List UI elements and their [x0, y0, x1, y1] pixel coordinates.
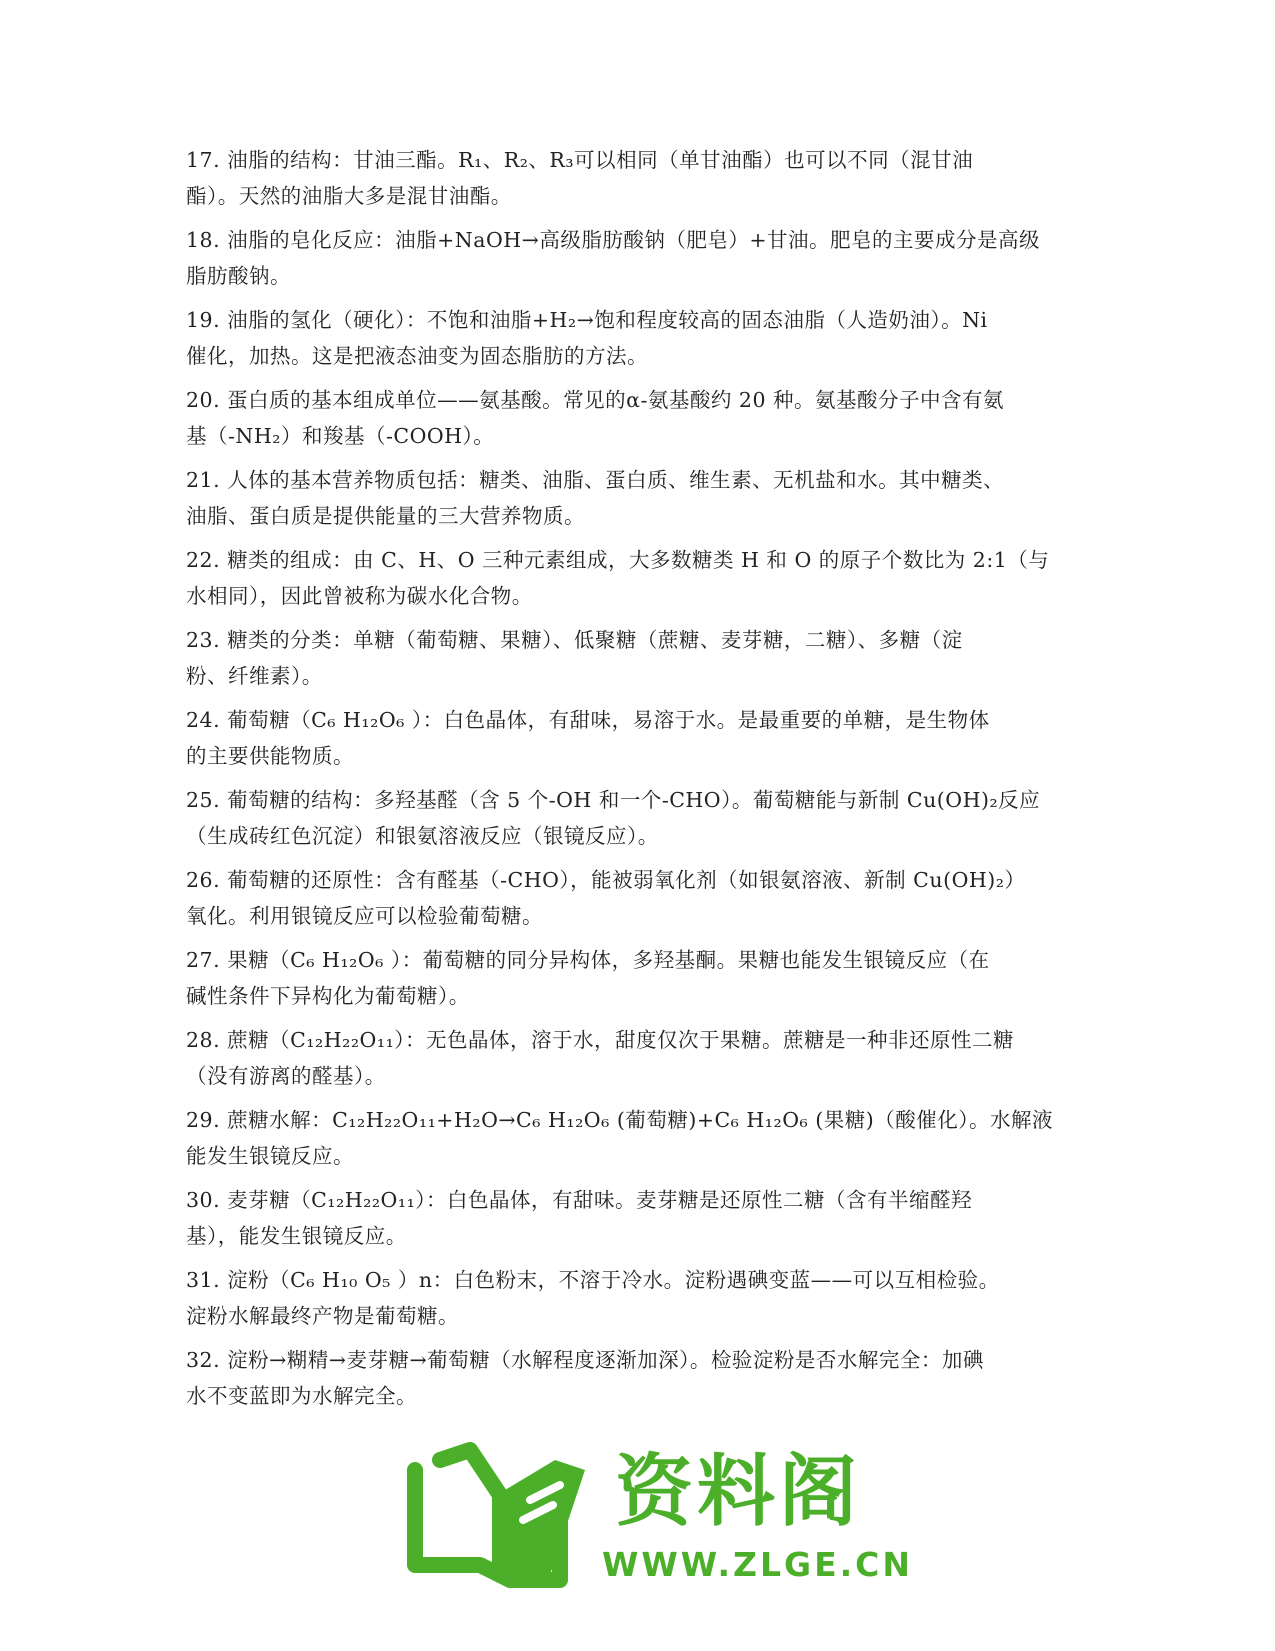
item-line: 19. 油脂的氢化（硬化）：不饱和油脂+H₂→饱和程度较高的固态油脂（人造奶油）。Ni: [186, 308, 988, 332]
document-body: [186, 142, 1086, 1422]
item-line: 催化，加热。这是把液态油变为固态脂肪的方法。: [186, 344, 648, 368]
item-line: 30. 麦芽糖（C₁₂H₂₂O₁₁）：白色晶体，有甜味。麦芽糖是还原性二糖（含有半缩醛羟: [186, 1188, 973, 1212]
item-line: 18. 油脂的皂化反应：油脂+NaOH→高级脂肪酸钠（肥皂）+甘油。肥皂的主要成分是高级: [186, 228, 1040, 252]
item-line: 酯）。天然的油脂大多是混甘油酯。: [186, 184, 512, 208]
list-item: [186, 1262, 1086, 1334]
item-line: 基），能发生银镜反应。: [186, 1224, 407, 1248]
item-line: 26. 葡萄糖的还原性：含有醛基（-CHO），能被弱氧化剂（如银氨溶液、新制 Cu(OH)₂）: [186, 868, 1026, 892]
item-line: 淀粉水解最终产物是葡萄糖。: [186, 1304, 459, 1328]
item-line: 23. 糖类的分类：单糖（葡萄糖、果糖）、低聚糖（蔗糖、麦芽糖，二糖）、多糖（淀: [186, 628, 963, 652]
list-item: [186, 1342, 1086, 1414]
item-line: 油脂、蛋白质是提供能量的三大营养物质。: [186, 504, 585, 528]
list-item: [186, 462, 1086, 534]
item-line: 22. 糖类的组成：由 C、H、O 三种元素组成，大多数糖类 H 和 O 的原子个数比为 2:1（与: [186, 548, 1050, 572]
item-line: 31. 淀粉（C₆ H₁₀ O₅ ）n：白色粉末，不溶于冷水。淀粉遇碘变蓝——可以互相检验。: [186, 1268, 1000, 1292]
item-line: （生成砖红色沉淀）和银氨溶液反应（银镜反应）。: [186, 824, 659, 848]
item-line: （没有游离的醛基）。: [186, 1064, 386, 1088]
item-line: 的主要供能物质。: [186, 744, 354, 768]
list-item: [186, 942, 1086, 1014]
item-line: 基（-NH₂）和羧基（-COOH）。: [186, 424, 495, 448]
item-line: 28. 蔗糖（C₁₂H₂₂O₁₁）：无色晶体，溶于水，甜度仅次于果糖。蔗糖是一种非还原性二糖: [186, 1028, 1015, 1052]
list-item: [186, 1022, 1086, 1094]
item-line: 能发生银镜反应。: [186, 1144, 354, 1168]
item-line: 25. 葡萄糖的结构：多羟基醛（含 5 个-OH 和一个-CHO）。葡萄糖能与新制 Cu(OH)₂反应: [186, 788, 1041, 812]
list-item: [186, 1182, 1086, 1254]
item-line: 24. 葡萄糖（C₆ H₁₂O₆ ）：白色晶体，有甜味，易溶于水。是最重要的单糖，是生物体: [186, 708, 990, 732]
item-line: 17. 油脂的结构：甘油三酯。R₁、R₂、R₃可以相同（单甘油酯）也可以不同（混甘油: [186, 148, 974, 172]
list-item: [186, 382, 1086, 454]
item-line: 29. 蔗糖水解：C₁₂H₂₂O₁₁+H₂O→C₆ H₁₂O₆ (葡萄糖)+C₆ H₁₂O₆ (果糖)（酸催化）。水解液: [186, 1108, 1054, 1132]
item-line: 水相同），因此曾被称为碳水化合物。: [186, 584, 533, 608]
item-line: 粉、纤维素）。: [186, 664, 323, 688]
list-item: [186, 222, 1086, 294]
item-line: 21. 人体的基本营养物质包括：糖类、油脂、蛋白质、维生素、无机盐和水。其中糖类、: [186, 468, 1005, 492]
item-line: 32. 淀粉→糊精→麦芽糖→葡萄糖（水解程度逐渐加深）。检验淀粉是否水解完全：加碘: [186, 1348, 984, 1372]
item-line: 氧化。利用银镜反应可以检验葡萄糖。: [186, 904, 543, 928]
item-line: 20. 蛋白质的基本组成单位——氨基酸。常见的α-氨基酸约 20 种。氨基酸分子中含有氨: [186, 388, 1005, 412]
list-item: [186, 702, 1086, 774]
item-line: 碱性条件下异构化为葡萄糖）。: [186, 984, 470, 1008]
logo-url: WWW.ZLGE.CN: [602, 1545, 914, 1584]
item-line: 脂肪酸钠。: [186, 264, 291, 288]
item-line: 27. 果糖（C₆ H₁₂O₆ ）：葡萄糖的同分异构体，多羟基酮。果糖也能发生银镜反应（在: [186, 948, 990, 972]
list-item: [186, 302, 1086, 374]
list-item: [186, 862, 1086, 934]
list-item: [186, 1102, 1086, 1174]
item-line: 水不变蓝即为水解完全。: [186, 1384, 417, 1408]
list-item: [186, 622, 1086, 694]
list-item: [186, 542, 1086, 614]
list-item: [186, 142, 1086, 214]
logo-title: 资料阁: [615, 1447, 862, 1537]
list-item: [186, 782, 1086, 854]
